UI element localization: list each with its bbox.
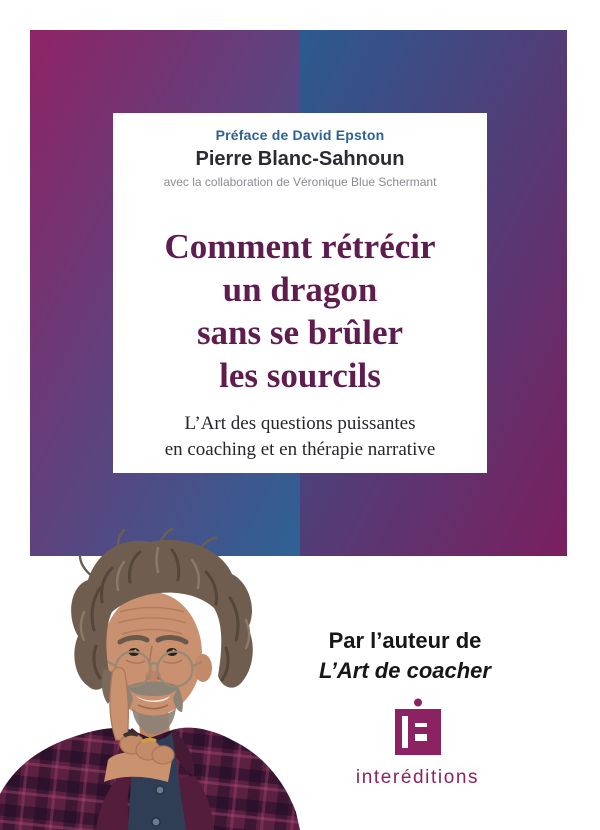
book-title-line-1: Comment rétrécir — [164, 227, 436, 266]
portrait-ear — [194, 654, 212, 682]
book-title-line-2: un dragon — [222, 270, 378, 309]
title-panel — [113, 113, 487, 473]
book-title-line-3: sans se brûler — [196, 313, 404, 352]
publisher-wordmark: interéditions — [355, 767, 480, 788]
collaboration-credit: avec la collaboration de Véronique Blue Schermant — [163, 175, 437, 189]
tagline-line-2: L’Art de coacher — [319, 658, 491, 683]
book-title-line-4: les sourcils — [219, 356, 381, 395]
book-subtitle-line-2: en coaching et en thérapie narrative — [164, 439, 436, 460]
portrait-shirt-button — [156, 786, 164, 794]
tagline-line-1: Par l’auteur de — [328, 628, 482, 653]
author-of-tagline — [295, 626, 515, 686]
book-title — [164, 225, 435, 397]
intereditions-logo-icon — [395, 698, 441, 758]
book-subtitle-line-1: L’Art des questions puissantes — [184, 413, 416, 434]
portrait-shirt-button-2 — [152, 818, 160, 826]
preface-credit: Préface de David Epston — [215, 127, 385, 143]
publisher-block — [330, 698, 505, 789]
author-photo — [0, 528, 300, 830]
book-subtitle — [165, 411, 436, 463]
author-name: Pierre Blanc-Sahnoun — [195, 148, 405, 170]
